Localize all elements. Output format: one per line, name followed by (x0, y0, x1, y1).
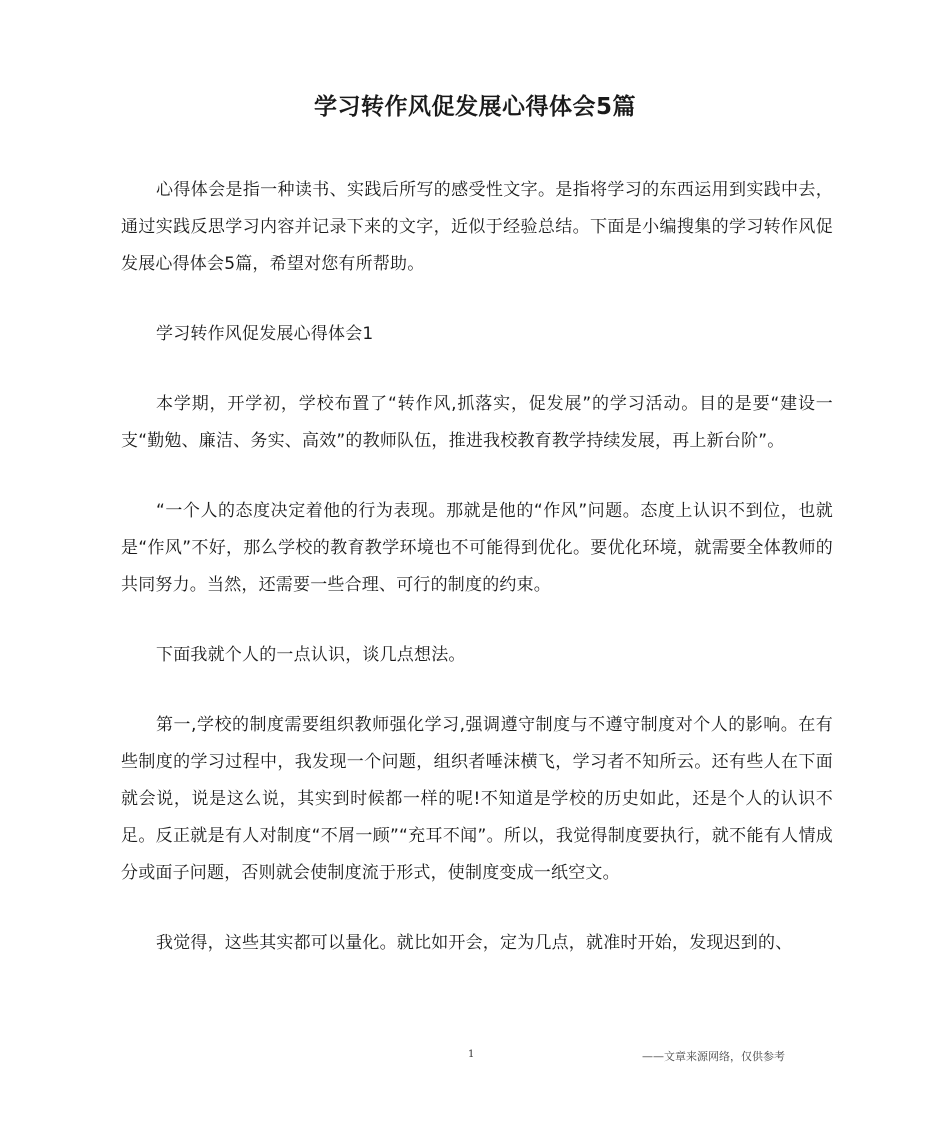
body-paragraph: 第一,学校的制度需要组织教师强化学习,强调遵守制度与不遵守制度对个人的影响。在有些制度的学习过程中，我发现一个问题，组织者唾沫横飞，学习者不知所云。还有些人在下面就会说，说是这么说，其实到时候都一样的呢!不知道是学校的历史如此，还是个人的认识不足。反正就是有人对制度“不屑一顾”“充耳不闻”。所以，我觉得制度要执行，就不能有人情成分或面子问题，否则就会使制度流于形式，使制度变成一纸空文。 (121, 715, 833, 883)
body-paragraph: 下面我就个人的一点认识，谈几点想法。 (156, 645, 466, 665)
intro-paragraph: 心得体会是指一种读书、实践后所写的感受性文字。是指将学习的东西运用到实践中去，通过实践反思学习内容并记录下来的文字，近似于经验总结。下面是小编搜集的学习转作风促发展心得体会5篇，希望对您有所帮助。 (121, 180, 833, 274)
body-paragraph: 本学期，开学初，学校布置了“转作风,抓落实，促发展”的学习活动。目的是要“建设一支“勤勉、廉洁、务实、高效”的教师队伍，推进我校教育教学持续发展，再上新台阶”。 (121, 394, 833, 451)
section-heading: 学习转作风促发展心得体会1 (156, 324, 374, 344)
body-paragraph: “一个人的态度决定着他的行为表现。那就是他的“作风”问题。态度上认识不到位，也就是“作风”不好，那么学校的教育教学环境也不可能得到优化。要优化环境，就需要全体教师的共同努力。当然，还需要一些合理、可行的制度的约束。 (121, 501, 833, 595)
document-title: 学习转作风促发展心得体会5篇 (313, 94, 636, 120)
body-paragraph: 我觉得，这些其实都可以量化。就比如开会，定为几点，就准时开始，发现迟到的、 (156, 933, 793, 953)
source-note: ——文章来源网络，仅供参考 (642, 1050, 785, 1063)
page-number: 1 (468, 1049, 475, 1060)
document-body (121, 172, 833, 995)
